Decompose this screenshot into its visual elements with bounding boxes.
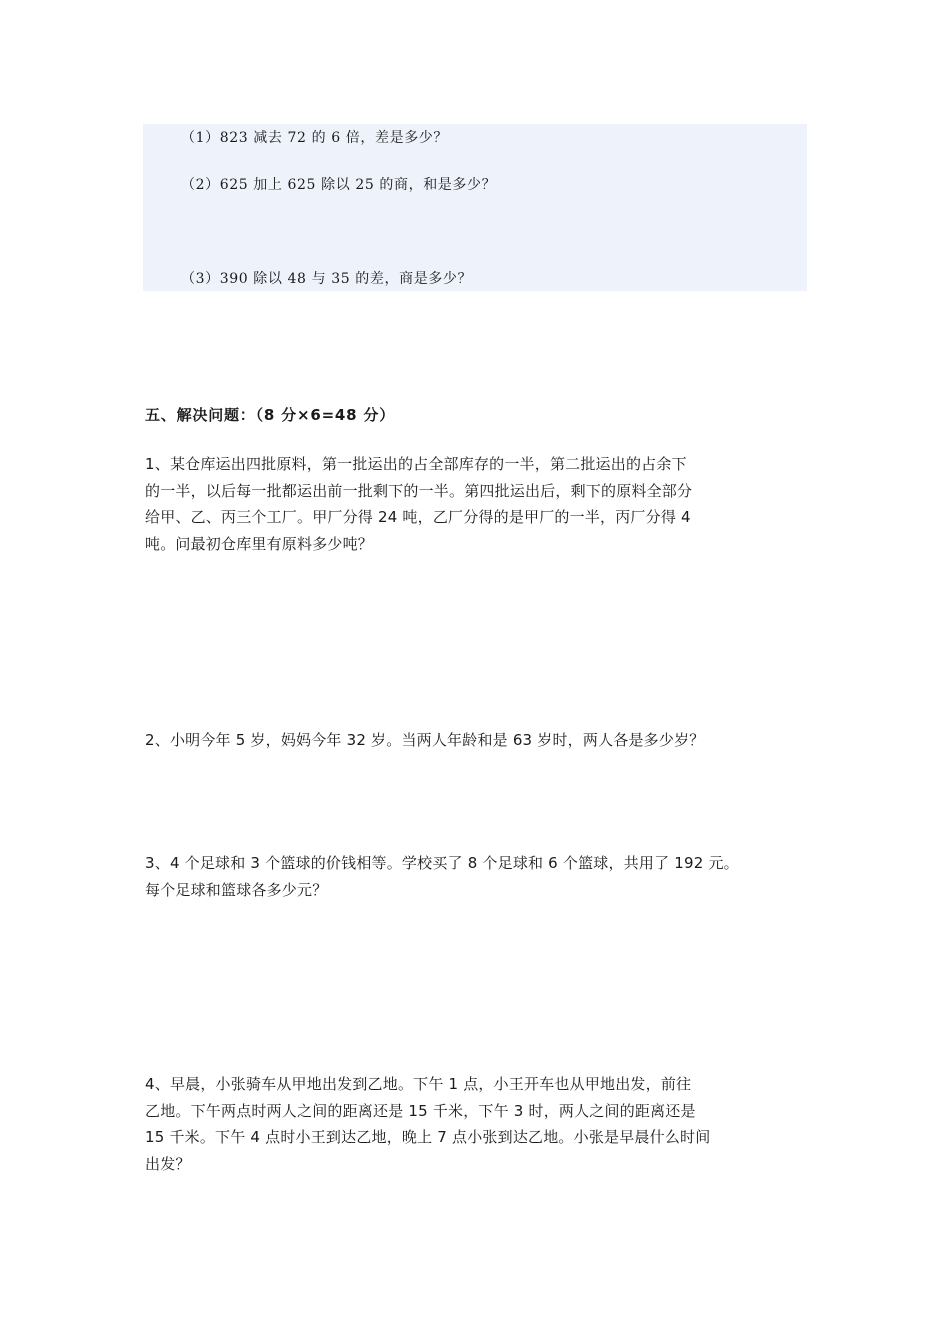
problem-3-line: 3、4 个足球和 3 个篮球的价钱相等。学校买了 8 个足球和 6 个篮球，共用了 192 元。 <box>145 854 739 872</box>
problem-2-line: 2、小明今年 5 岁，妈妈今年 32 岁。当两人年龄和是 63 岁时，两人各是多少岁？ <box>145 731 705 749</box>
problem-3 <box>145 850 825 903</box>
problem-1-line: 给甲、乙、丙三个工厂。甲厂分得 24 吨，乙厂分得的是甲厂的一半，丙厂分得 4 <box>145 508 691 526</box>
sub-question-3: （3）390 除以 48 与 35 的差，商是多少？ <box>181 271 473 287</box>
problem-1-line: 的一半，以后每一批都运出前一批剩下的一半。第四批运出后，剩下的原料全部分 <box>145 481 693 500</box>
problem-4-line: 乙地。下午两点时两人之间的距离还是 15 千米，下午 3 时，两人之间的距离还是 <box>145 1101 696 1120</box>
problem-4 <box>145 1071 825 1177</box>
problem-4-line: 15 千米。下午 4 点时小王到达乙地，晚上 7 点小张到达乙地。小张是早晨什么时间 <box>145 1128 711 1146</box>
problem-4-line: 出发？ <box>145 1154 191 1173</box>
sub-question-2: （2）625 加上 625 除以 25 的商，和是多少？ <box>181 177 497 193</box>
problem-3-line: 每个足球和篮球各多少元？ <box>145 880 328 899</box>
problem-2 <box>145 727 825 754</box>
calculation-questions-box <box>143 124 807 291</box>
sub-question-1: （1）823 减去 72 的 6 倍，差是多少？ <box>181 130 449 146</box>
problem-1 <box>145 451 825 557</box>
problem-1-line: 吨。问最初仓库里有原料多少吨？ <box>145 534 374 553</box>
section-title: 五、解决问题：（8 分×6=48 分） <box>145 406 396 424</box>
problem-1-line: 1、某仓库运出四批原料，第一批运出的占全部库存的一半，第二批运出的占余下 <box>145 455 687 473</box>
problem-4-line: 4、早晨，小张骑车从甲地出发到乙地。下午 1 点，小王开车也从甲地出发，前往 <box>145 1075 692 1093</box>
